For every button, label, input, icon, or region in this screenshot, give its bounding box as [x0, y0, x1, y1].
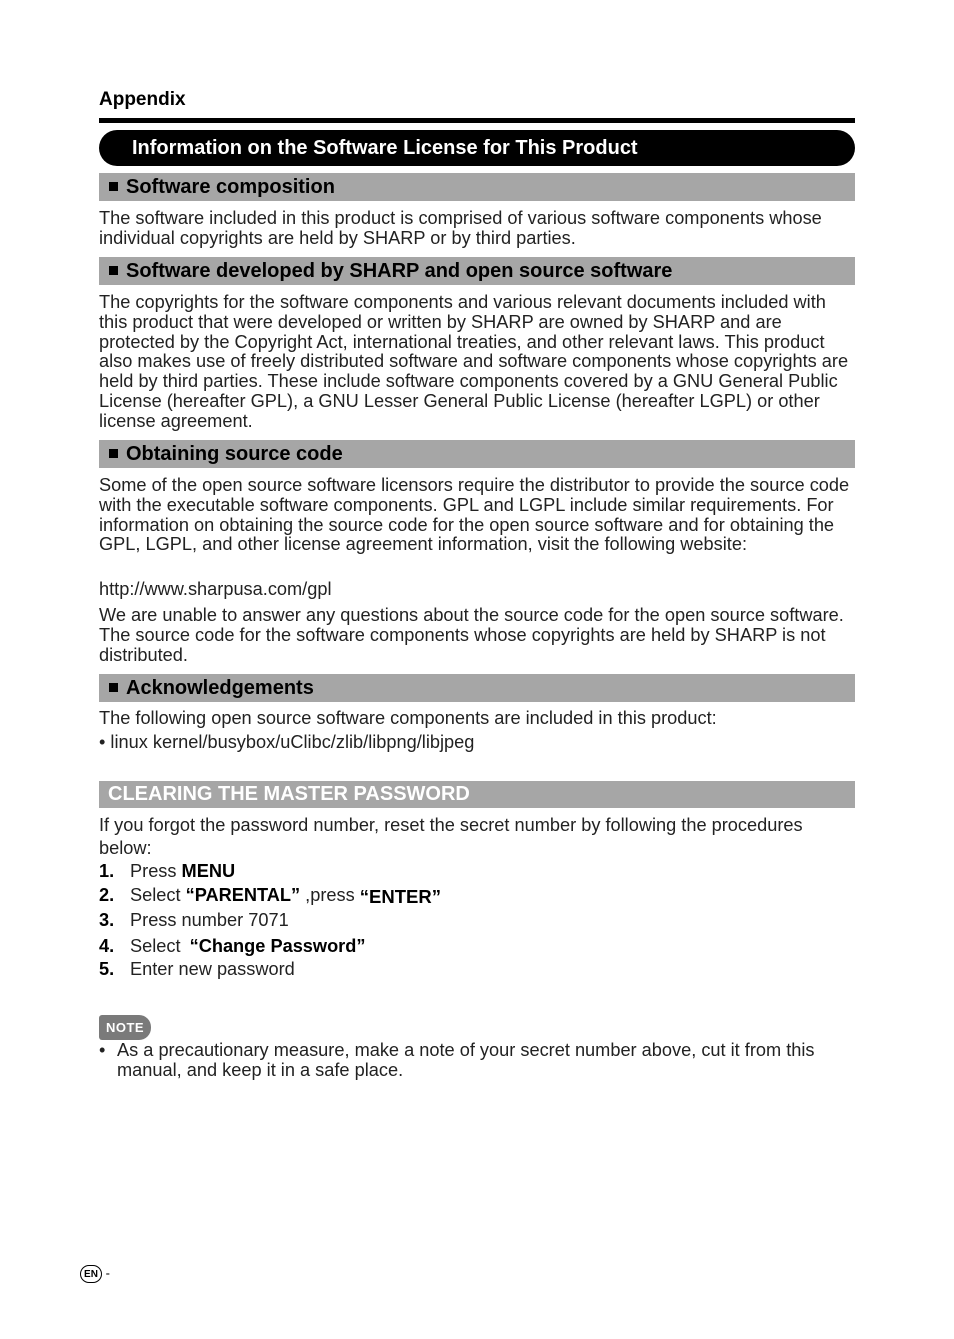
- square-bullet-icon: [109, 683, 118, 692]
- step-item: 1. Press MENU: [99, 861, 236, 881]
- paragraph: Some of the open source software licensors require the distributor to provide the source code with the executable software components. GPL and LGPL include similar requirements. For information on obtaining the source code for the open source software and for obtaining the GPL, LGPL, and other license agreement information, visit the following website:: [99, 475, 850, 555]
- page-separator: -: [105, 1265, 110, 1281]
- step-item: 4. Select “Change Password”: [99, 936, 366, 956]
- step-item: 2. Select “PARENTAL” ,press “ENTER”: [99, 885, 441, 907]
- heading-software-composition: Software composition: [99, 173, 855, 201]
- paragraph: We are unable to answer any questions about the source code for the open source software. The source code for the software components whose copyrights are held by SHARP is not distributed.: [99, 605, 844, 665]
- heading-acknowledgements: Acknowledgements: [99, 674, 855, 702]
- password-intro: If you forgot the password number, reset the secret number by following the procedures below:: [99, 815, 803, 858]
- step-item: 3. Press number 7071: [99, 910, 289, 930]
- heading-clearing-master-password: CLEARING THE MASTER PASSWORD: [99, 781, 855, 808]
- paragraph: The software included in this product is comprised of various software components whose individual copyrights are held by SHARP or by third parties.: [99, 208, 822, 248]
- square-bullet-icon: [109, 449, 118, 458]
- heading-sharp-open-source: Software developed by SHARP and open source software: [99, 257, 855, 285]
- heading-obtaining-source-code: Obtaining source code: [99, 440, 855, 468]
- square-bullet-icon: [109, 266, 118, 275]
- gpl-url: http://www.sharpusa.com/gpl: [99, 579, 332, 599]
- header-rule: [99, 118, 855, 123]
- note-badge: NOTE: [99, 1015, 151, 1040]
- note-text: As a precautionary measure, make a note of your secret number above, cut it from this manual, and keep it in a safe place.: [117, 1040, 815, 1080]
- section-label: Appendix: [99, 89, 186, 110]
- page-banner-title: Information on the Software License for This Product: [99, 130, 855, 166]
- page-footer: [80, 1265, 110, 1283]
- paragraph: The copyrights for the software components and various relevant documents included with this product that were developed or written by SHARP are owned by SHARP and are protected by the Copyright Act, international treaties, and other relevant laws. This product also makes use of freely distributed software and software components whose copyrights are held by third parties. These include software components covered by a GNU General Public License (hereafter GPL), a GNU Lesser General Public License (hereafter LGPL) or other license agreement.: [99, 292, 849, 431]
- square-bullet-icon: [109, 182, 118, 191]
- step-item: 5. Enter new password: [99, 959, 295, 979]
- bullet: •: [99, 1040, 106, 1060]
- language-badge: EN: [80, 1265, 102, 1283]
- component-list-item: • linux kernel/busybox/uClibc/zlib/libpng/libjpeg: [99, 732, 475, 752]
- paragraph: The following open source software components are included in this product:: [99, 708, 717, 728]
